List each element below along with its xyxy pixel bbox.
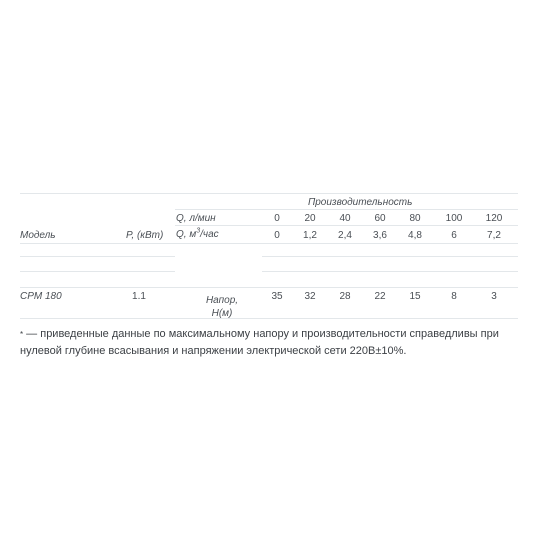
q-m3h-value: 0 bbox=[274, 230, 280, 241]
table-rule bbox=[20, 243, 518, 244]
column-header-model: Модель bbox=[20, 230, 56, 241]
q-lmin-value: 20 bbox=[304, 213, 316, 224]
head-label-line1: Напор, bbox=[205, 295, 239, 306]
head-value: 8 bbox=[451, 291, 457, 302]
row-label-q-lmin: Q, л/мин bbox=[176, 213, 216, 224]
head-label-line2: H(м) bbox=[211, 308, 233, 319]
head-value: 22 bbox=[374, 291, 386, 302]
table-rule bbox=[20, 256, 175, 257]
q-m3h-value: 7,2 bbox=[487, 230, 501, 241]
power-cell: 1.1 bbox=[132, 291, 146, 302]
head-value: 28 bbox=[339, 291, 351, 302]
q-lmin-value: 80 bbox=[409, 213, 421, 224]
table-rule bbox=[20, 193, 518, 194]
q-m3h-value: 3,6 bbox=[373, 230, 387, 241]
table-rule bbox=[175, 225, 518, 226]
table-rule bbox=[175, 209, 518, 210]
table-rule bbox=[20, 318, 518, 319]
head-value: 3 bbox=[491, 291, 497, 302]
footnote-text: — приведенные данные по максимальному напору и производительности справедливы при нулевой глубине всасывания и напряжении электрической сети 220В±10%. bbox=[20, 328, 499, 357]
table-rule bbox=[20, 287, 518, 288]
row-label-q-m3h bbox=[176, 229, 219, 240]
head-value: 35 bbox=[271, 291, 283, 302]
table-rule bbox=[262, 256, 518, 257]
row-label-q-m3h-prefix: Q, м bbox=[176, 229, 197, 240]
head-value: 15 bbox=[409, 291, 421, 302]
q-m3h-value: 2,4 bbox=[338, 230, 352, 241]
q-lmin-value: 120 bbox=[485, 213, 503, 224]
footnote-asterisk: * bbox=[20, 330, 24, 339]
table-rule bbox=[262, 271, 518, 272]
row-label-q-m3h-suffix: /час bbox=[200, 229, 219, 240]
q-lmin-value: 40 bbox=[339, 213, 351, 224]
q-m3h-value: 6 bbox=[451, 230, 457, 241]
q-lmin-value: 60 bbox=[374, 213, 386, 224]
q-lmin-value: 0 bbox=[274, 213, 280, 224]
table-rule bbox=[20, 271, 175, 272]
q-m3h-value: 4,8 bbox=[408, 230, 422, 241]
group-header-productivity: Производительность bbox=[308, 197, 413, 208]
head-label bbox=[200, 294, 244, 320]
model-cell: CPM 180 bbox=[20, 291, 62, 302]
q-lmin-value: 100 bbox=[445, 213, 463, 224]
row-label-q-m3h-sup: 3 bbox=[196, 227, 201, 235]
head-value: 32 bbox=[304, 291, 316, 302]
footnote bbox=[20, 326, 540, 360]
q-m3h-value: 1,2 bbox=[303, 230, 317, 241]
column-header-power: P, (кВт) bbox=[126, 230, 164, 241]
